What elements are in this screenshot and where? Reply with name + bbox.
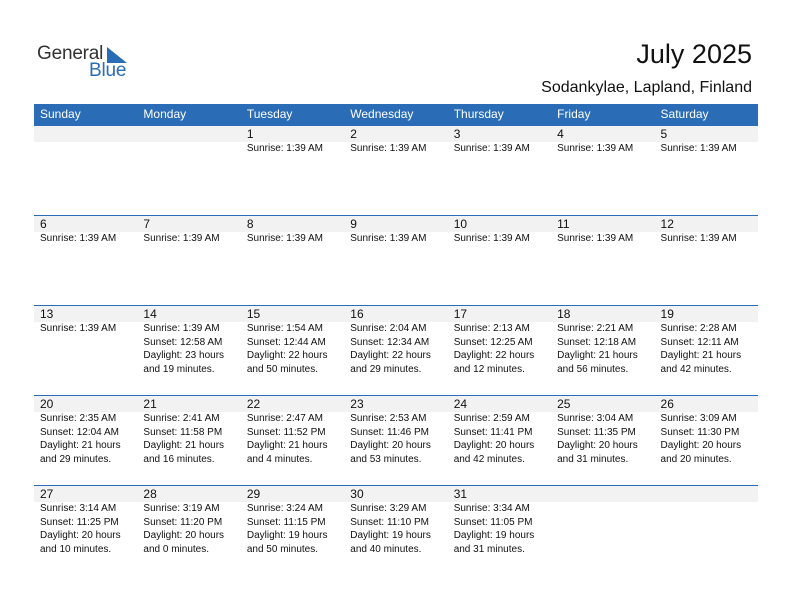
day-sun-info bbox=[247, 322, 344, 376]
sun-info-line: and 31 minutes. bbox=[453, 543, 525, 555]
sun-info-line: and 0 minutes. bbox=[143, 543, 210, 555]
day-sun-info bbox=[661, 232, 758, 246]
day-cell bbox=[137, 485, 240, 575]
day-cell bbox=[551, 215, 654, 305]
sun-info-line: and 31 minutes. bbox=[557, 453, 629, 465]
sun-info-line: Sunrise: 1:39 AM bbox=[350, 143, 427, 154]
calendar-week bbox=[34, 485, 758, 575]
day-sun-info bbox=[350, 322, 447, 376]
day-sun-info bbox=[40, 412, 137, 466]
day-cell bbox=[448, 125, 551, 215]
day-sun-info bbox=[247, 412, 344, 466]
day-number: 14 bbox=[143, 307, 157, 321]
day-number: 29 bbox=[246, 487, 261, 501]
weekday-monday: Monday bbox=[143, 107, 187, 121]
sun-info-line: Sunrise: 1:39 AM bbox=[557, 143, 634, 154]
weekday-friday: Friday bbox=[557, 107, 591, 121]
day-number: 11 bbox=[557, 217, 570, 231]
sun-info-line: Daylight: 19 hours bbox=[350, 530, 431, 541]
sun-info-line: Daylight: 20 hours bbox=[40, 530, 121, 541]
sun-info-line: Sunrise: 3:19 AM bbox=[143, 503, 220, 514]
sun-info-line: Sunrise: 1:39 AM bbox=[40, 233, 117, 244]
day-number: 16 bbox=[350, 307, 364, 321]
day-cell bbox=[344, 485, 447, 575]
day-cell bbox=[34, 215, 137, 305]
sun-info-line: Sunset: 12:34 AM bbox=[350, 336, 430, 348]
sun-info-line: Sunrise: 1:39 AM bbox=[453, 233, 530, 244]
day-number: 27 bbox=[40, 487, 54, 501]
sun-info-line: Sunset: 11:15 PM bbox=[246, 516, 326, 528]
day-number bbox=[557, 485, 654, 502]
sun-info-line: and 56 minutes. bbox=[557, 363, 629, 375]
sun-info-line: Sunrise: 1:39 AM bbox=[143, 323, 220, 334]
day-cell bbox=[241, 215, 344, 305]
sun-info-line: Sunset: 12:18 AM bbox=[557, 336, 637, 348]
sun-info-line: Sunset: 11:35 PM bbox=[557, 426, 636, 438]
sun-info-line: Sunrise: 1:54 AM bbox=[246, 323, 323, 334]
sun-info-line: Sunset: 11:41 PM bbox=[453, 426, 533, 438]
day-sun-info bbox=[247, 142, 344, 156]
sun-info-line: Sunset: 12:11 AM bbox=[660, 336, 739, 348]
day-cell bbox=[655, 305, 758, 395]
sun-info-line: Sunrise: 2:21 AM bbox=[557, 323, 634, 334]
day-cell bbox=[448, 485, 551, 575]
day-number: 25 bbox=[557, 397, 571, 411]
sun-info-line: Daylight: 20 hours bbox=[143, 530, 225, 541]
day-sun-info bbox=[350, 412, 447, 466]
sun-info-line: Daylight: 20 hours bbox=[453, 440, 535, 451]
day-cell bbox=[34, 395, 137, 485]
sun-info-line: and 10 minutes. bbox=[40, 543, 112, 555]
day-number: 13 bbox=[40, 307, 54, 321]
day-sun-info bbox=[454, 232, 551, 246]
day-number: 18 bbox=[557, 307, 571, 321]
day-number: 20 bbox=[40, 397, 54, 411]
day-number: 15 bbox=[246, 307, 261, 321]
sun-info-line: and 50 minutes. bbox=[246, 363, 319, 375]
day-cell bbox=[551, 395, 654, 485]
day-number: 26 bbox=[660, 397, 674, 411]
sun-info-line: and 42 minutes. bbox=[660, 363, 732, 375]
weekday-tuesday: Tuesday bbox=[246, 107, 293, 121]
day-number: 10 bbox=[453, 217, 468, 231]
day-cell bbox=[448, 395, 551, 485]
day-sun-info bbox=[143, 502, 240, 556]
day-cell bbox=[241, 125, 344, 215]
sun-info-line: Sunrise: 2:28 AM bbox=[660, 323, 737, 334]
day-sun-info bbox=[350, 142, 447, 156]
day-sun-info bbox=[350, 502, 447, 556]
day-cell bbox=[551, 305, 654, 395]
day-sun-info bbox=[454, 412, 551, 466]
day-number: 28 bbox=[143, 487, 157, 501]
sun-info-line: Sunrise: 1:39 AM bbox=[660, 233, 737, 244]
day-sun-info bbox=[557, 142, 654, 156]
sun-info-line: Sunset: 11:46 PM bbox=[350, 426, 430, 438]
sun-info-line: Sunset: 11:25 PM bbox=[40, 516, 119, 528]
sun-info-line: Sunset: 11:20 PM bbox=[143, 516, 223, 528]
sun-info-line: Sunrise: 3:04 AM bbox=[557, 413, 634, 424]
day-number: 30 bbox=[350, 487, 364, 501]
day-cell bbox=[655, 125, 758, 215]
day-number: 23 bbox=[350, 397, 364, 411]
day-number: 6 bbox=[40, 217, 47, 231]
sun-info-line: Daylight: 20 hours bbox=[660, 440, 742, 451]
logo bbox=[37, 43, 147, 83]
day-cell bbox=[655, 485, 758, 575]
day-number: 9 bbox=[350, 217, 357, 231]
logo-text-blue: Blue bbox=[89, 60, 127, 81]
sun-info-line: Daylight: 21 hours bbox=[660, 350, 742, 361]
day-sun-info bbox=[40, 322, 137, 336]
sun-info-line: Daylight: 22 hours bbox=[453, 350, 535, 361]
sun-info-line: Sunrise: 1:39 AM bbox=[453, 143, 530, 154]
day-sun-info bbox=[143, 412, 240, 466]
day-sun-info bbox=[661, 142, 758, 156]
sun-info-line: and 40 minutes. bbox=[350, 543, 422, 555]
day-number: 1 bbox=[246, 127, 254, 141]
sun-info-line: Sunset: 11:58 PM bbox=[143, 426, 223, 438]
calendar-week bbox=[34, 305, 758, 395]
sun-info-line: and 20 minutes. bbox=[660, 453, 732, 465]
day-number bbox=[40, 125, 137, 142]
day-sun-info bbox=[40, 502, 137, 556]
day-sun-info bbox=[40, 232, 137, 246]
day-cell bbox=[34, 125, 137, 215]
sun-info-line: Sunrise: 3:09 AM bbox=[660, 413, 737, 424]
sun-info-line: Sunrise: 2:47 AM bbox=[246, 413, 323, 424]
calendar-week bbox=[34, 395, 758, 485]
day-sun-info bbox=[454, 322, 551, 376]
page-title: July 2025 bbox=[636, 39, 752, 69]
sun-info-line: Sunrise: 2:35 AM bbox=[40, 413, 117, 424]
sun-info-line: and 12 minutes. bbox=[453, 363, 525, 375]
day-number bbox=[143, 125, 240, 142]
day-sun-info bbox=[557, 322, 654, 376]
sun-info-line: Sunrise: 1:39 AM bbox=[143, 233, 220, 244]
weekday-thursday: Thursday bbox=[453, 107, 504, 121]
weekday-saturday: Saturday bbox=[660, 107, 709, 121]
sun-info-line: Sunset: 11:10 PM bbox=[350, 516, 430, 528]
sun-info-line: Daylight: 22 hours bbox=[350, 350, 431, 361]
day-cell bbox=[137, 125, 240, 215]
sun-info-line: Sunrise: 2:59 AM bbox=[453, 413, 530, 424]
day-cell bbox=[241, 395, 344, 485]
sun-info-line: Daylight: 20 hours bbox=[557, 440, 638, 451]
location-subtitle: Sodankylae, Lapland, Finland bbox=[541, 79, 752, 96]
sun-info-line: Daylight: 21 hours bbox=[40, 440, 121, 451]
day-number: 17 bbox=[453, 307, 468, 321]
sun-info-line: Sunset: 11:52 PM bbox=[246, 426, 326, 438]
sun-info-line: Sunset: 12:04 AM bbox=[40, 426, 119, 438]
sun-info-line: and 53 minutes. bbox=[350, 453, 422, 465]
day-number: 8 bbox=[246, 217, 254, 231]
day-sun-info bbox=[143, 232, 240, 246]
day-number: 3 bbox=[453, 127, 461, 141]
sun-info-line: Sunset: 12:58 AM bbox=[143, 336, 223, 348]
day-number: 5 bbox=[660, 127, 668, 141]
day-sun-info bbox=[557, 412, 654, 466]
day-sun-info bbox=[350, 232, 447, 246]
weekday-sunday: Sunday bbox=[40, 107, 81, 121]
sun-info-line: and 19 minutes. bbox=[143, 363, 215, 375]
day-cell bbox=[137, 395, 240, 485]
day-cell bbox=[551, 485, 654, 575]
day-cell bbox=[344, 305, 447, 395]
logo-text-general: General bbox=[37, 43, 104, 64]
day-cell bbox=[655, 395, 758, 485]
day-cell bbox=[344, 395, 447, 485]
sun-info-line: Daylight: 20 hours bbox=[350, 440, 431, 451]
sun-info-line: Sunrise: 1:39 AM bbox=[350, 233, 427, 244]
sun-info-line: Daylight: 21 hours bbox=[557, 350, 638, 361]
sun-info-line: Sunrise: 1:39 AM bbox=[660, 143, 737, 154]
day-number: 12 bbox=[660, 217, 674, 231]
sun-info-line: Daylight: 21 hours bbox=[143, 440, 225, 451]
day-cell bbox=[34, 485, 137, 575]
day-number: 4 bbox=[557, 127, 564, 141]
sun-info-line: Daylight: 19 hours bbox=[453, 530, 535, 541]
day-sun-info bbox=[661, 322, 758, 376]
sun-info-line: Sunrise: 3:29 AM bbox=[350, 503, 427, 514]
sun-info-line: Daylight: 22 hours bbox=[246, 350, 328, 361]
sun-info-line: and 42 minutes. bbox=[453, 453, 525, 465]
calendar bbox=[34, 104, 758, 575]
sun-info-line: Sunset: 11:30 PM bbox=[660, 426, 740, 438]
sun-info-line: Sunrise: 3:24 AM bbox=[246, 503, 323, 514]
day-cell bbox=[344, 125, 447, 215]
sun-info-line: Sunrise: 1:39 AM bbox=[557, 233, 634, 244]
sun-info-line: Sunrise: 2:41 AM bbox=[143, 413, 220, 424]
sun-info-line: Sunrise: 3:34 AM bbox=[453, 503, 530, 514]
sun-info-line: Sunrise: 1:39 AM bbox=[246, 233, 323, 244]
day-number: 2 bbox=[350, 127, 357, 141]
day-cell bbox=[137, 305, 240, 395]
day-sun-info bbox=[247, 232, 344, 246]
day-cell bbox=[448, 305, 551, 395]
day-sun-info bbox=[454, 142, 551, 156]
sun-info-line: Sunset: 12:44 AM bbox=[246, 336, 326, 348]
day-sun-info bbox=[557, 232, 654, 246]
day-cell bbox=[241, 485, 344, 575]
day-cell bbox=[448, 215, 551, 305]
sun-info-line: Sunrise: 1:39 AM bbox=[40, 323, 117, 334]
day-sun-info bbox=[661, 412, 758, 466]
sun-info-line: Daylight: 23 hours bbox=[143, 350, 225, 361]
day-sun-info bbox=[454, 502, 551, 556]
day-cell bbox=[137, 215, 240, 305]
weekday-wednesday: Wednesday bbox=[350, 107, 414, 121]
day-number bbox=[661, 485, 758, 502]
day-cell bbox=[344, 215, 447, 305]
sun-info-line: Daylight: 19 hours bbox=[246, 530, 328, 541]
sun-info-line: Sunset: 11:05 PM bbox=[453, 516, 533, 528]
sun-info-line: Sunrise: 1:39 AM bbox=[246, 143, 323, 154]
day-cell bbox=[551, 125, 654, 215]
sun-info-line: Sunrise: 3:14 AM bbox=[40, 503, 117, 514]
day-number: 21 bbox=[143, 397, 157, 411]
weekday-header bbox=[34, 104, 758, 125]
sun-info-line: Daylight: 21 hours bbox=[246, 440, 328, 451]
sun-info-line: and 50 minutes. bbox=[246, 543, 319, 555]
day-number: 31 bbox=[453, 487, 468, 501]
day-cell bbox=[655, 215, 758, 305]
day-number: 19 bbox=[660, 307, 674, 321]
sun-info-line: Sunrise: 2:04 AM bbox=[350, 323, 427, 334]
day-sun-info bbox=[247, 502, 344, 556]
calendar-weeks bbox=[34, 125, 758, 575]
calendar-week bbox=[34, 125, 758, 215]
sun-info-line: and 4 minutes. bbox=[246, 453, 313, 465]
day-sun-info bbox=[143, 322, 240, 376]
sun-info-line: and 29 minutes. bbox=[350, 363, 422, 375]
sun-info-line: and 29 minutes. bbox=[40, 453, 112, 465]
day-number: 22 bbox=[246, 397, 261, 411]
day-cell bbox=[34, 305, 137, 395]
calendar-week bbox=[34, 215, 758, 305]
day-number: 24 bbox=[453, 397, 468, 411]
day-number: 7 bbox=[143, 217, 151, 231]
sun-info-line: and 16 minutes. bbox=[143, 453, 215, 465]
sun-info-line: Sunrise: 2:13 AM bbox=[453, 323, 530, 334]
sun-info-line: Sunrise: 2:53 AM bbox=[350, 413, 427, 424]
sun-info-line: Sunset: 12:25 AM bbox=[453, 336, 533, 348]
day-cell bbox=[241, 305, 344, 395]
